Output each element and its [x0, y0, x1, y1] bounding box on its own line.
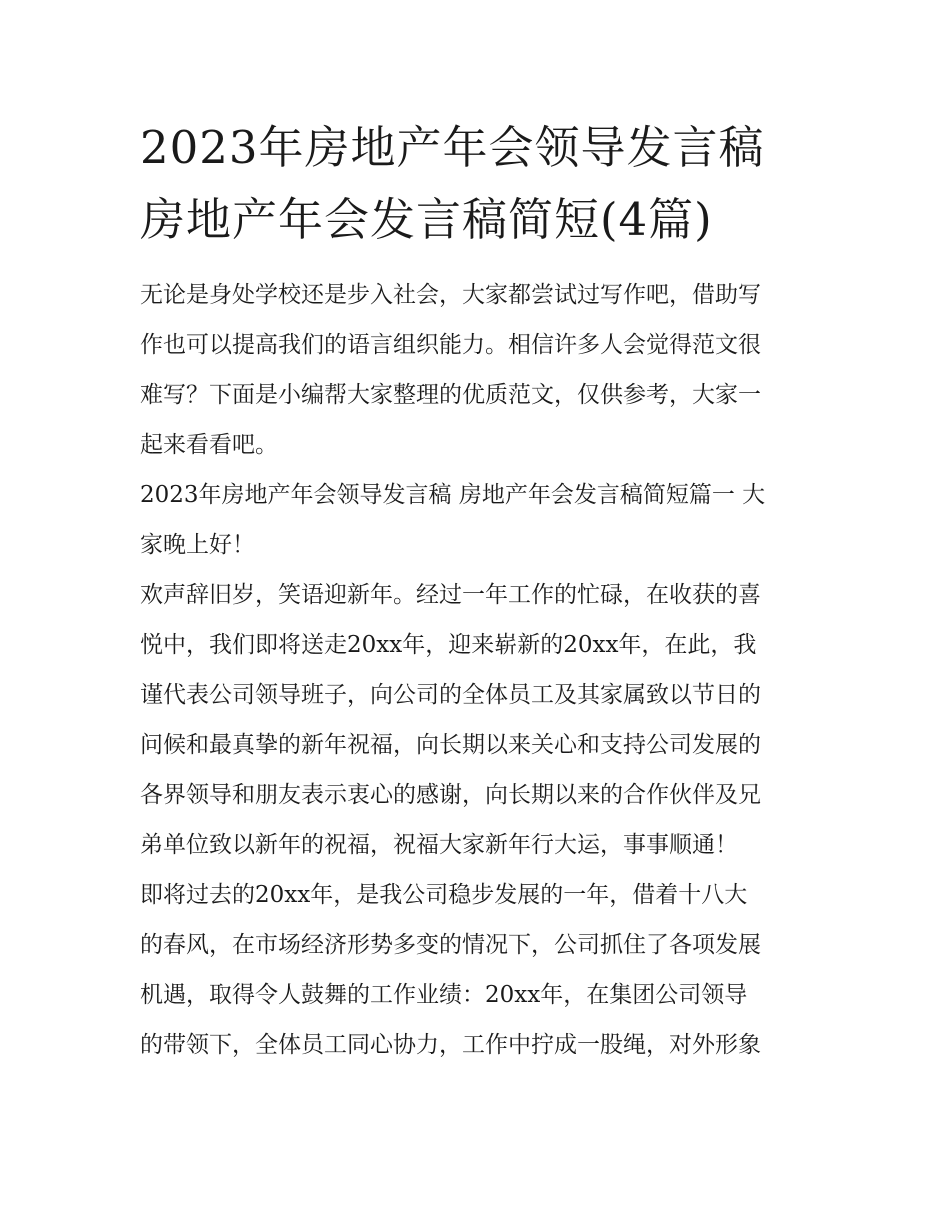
paragraph-greeting	[140, 570, 812, 870]
paragraph-section-heading	[140, 470, 812, 570]
text-line: 欢声辞旧岁，笑语迎新年。经过一年工作的忙碌，在收获的喜	[140, 582, 761, 608]
paragraph-review	[140, 870, 812, 1070]
text-line: 的带领下，全体员工同心协力，工作中拧成一股绳，对外形象	[140, 1032, 761, 1058]
document-body	[140, 270, 812, 1070]
text-line: 谨代表公司领导班子，向公司的全体员工及其家属致以节日的	[140, 682, 761, 708]
text-line: 作也可以提高我们的语言组织能力。相信许多人会觉得范文很	[140, 332, 761, 358]
text-line: 即将过去的20xx年，是我公司稳步发展的一年，借着十八大	[140, 882, 748, 908]
text-line: 各界领导和朋友表示衷心的感谢，向长期以来的合作伙伴及兄	[140, 782, 761, 808]
text-line: 2023年房地产年会领导发言稿 房地产年会发言稿简短篇一 大	[140, 482, 766, 508]
text-line: 弟单位致以新年的祝福，祝福大家新年行大运，事事顺通！	[140, 832, 738, 858]
text-line: 难写？下面是小编帮大家整理的优质范文，仅供参考，大家一	[140, 382, 761, 408]
paragraph-intro	[140, 270, 812, 470]
text-line: 机遇，取得令人鼓舞的工作业绩：20xx年，在集团公司领导	[140, 982, 748, 1008]
text-line: 问候和最真挚的新年祝福，向长期以来关心和支持公司发展的	[140, 732, 761, 758]
text-line: 的春风，在市场经济形势多变的情况下，公司抓住了各项发展	[140, 932, 761, 958]
text-line: 悦中，我们即将送走20xx年，迎来崭新的20xx年，在此，我	[140, 632, 757, 658]
title-line-2: 房地产年会发言稿简短(4篇)	[140, 193, 713, 246]
document-content	[140, 112, 812, 1070]
document-title	[140, 112, 812, 256]
text-line: 起来看看吧。	[140, 432, 278, 458]
title-line-1: 2023年房地产年会领导发言稿	[140, 121, 765, 174]
text-line: 无论是身处学校还是步入社会，大家都尝试过写作吧，借助写	[140, 282, 761, 308]
text-line: 家晚上好！	[140, 532, 255, 558]
